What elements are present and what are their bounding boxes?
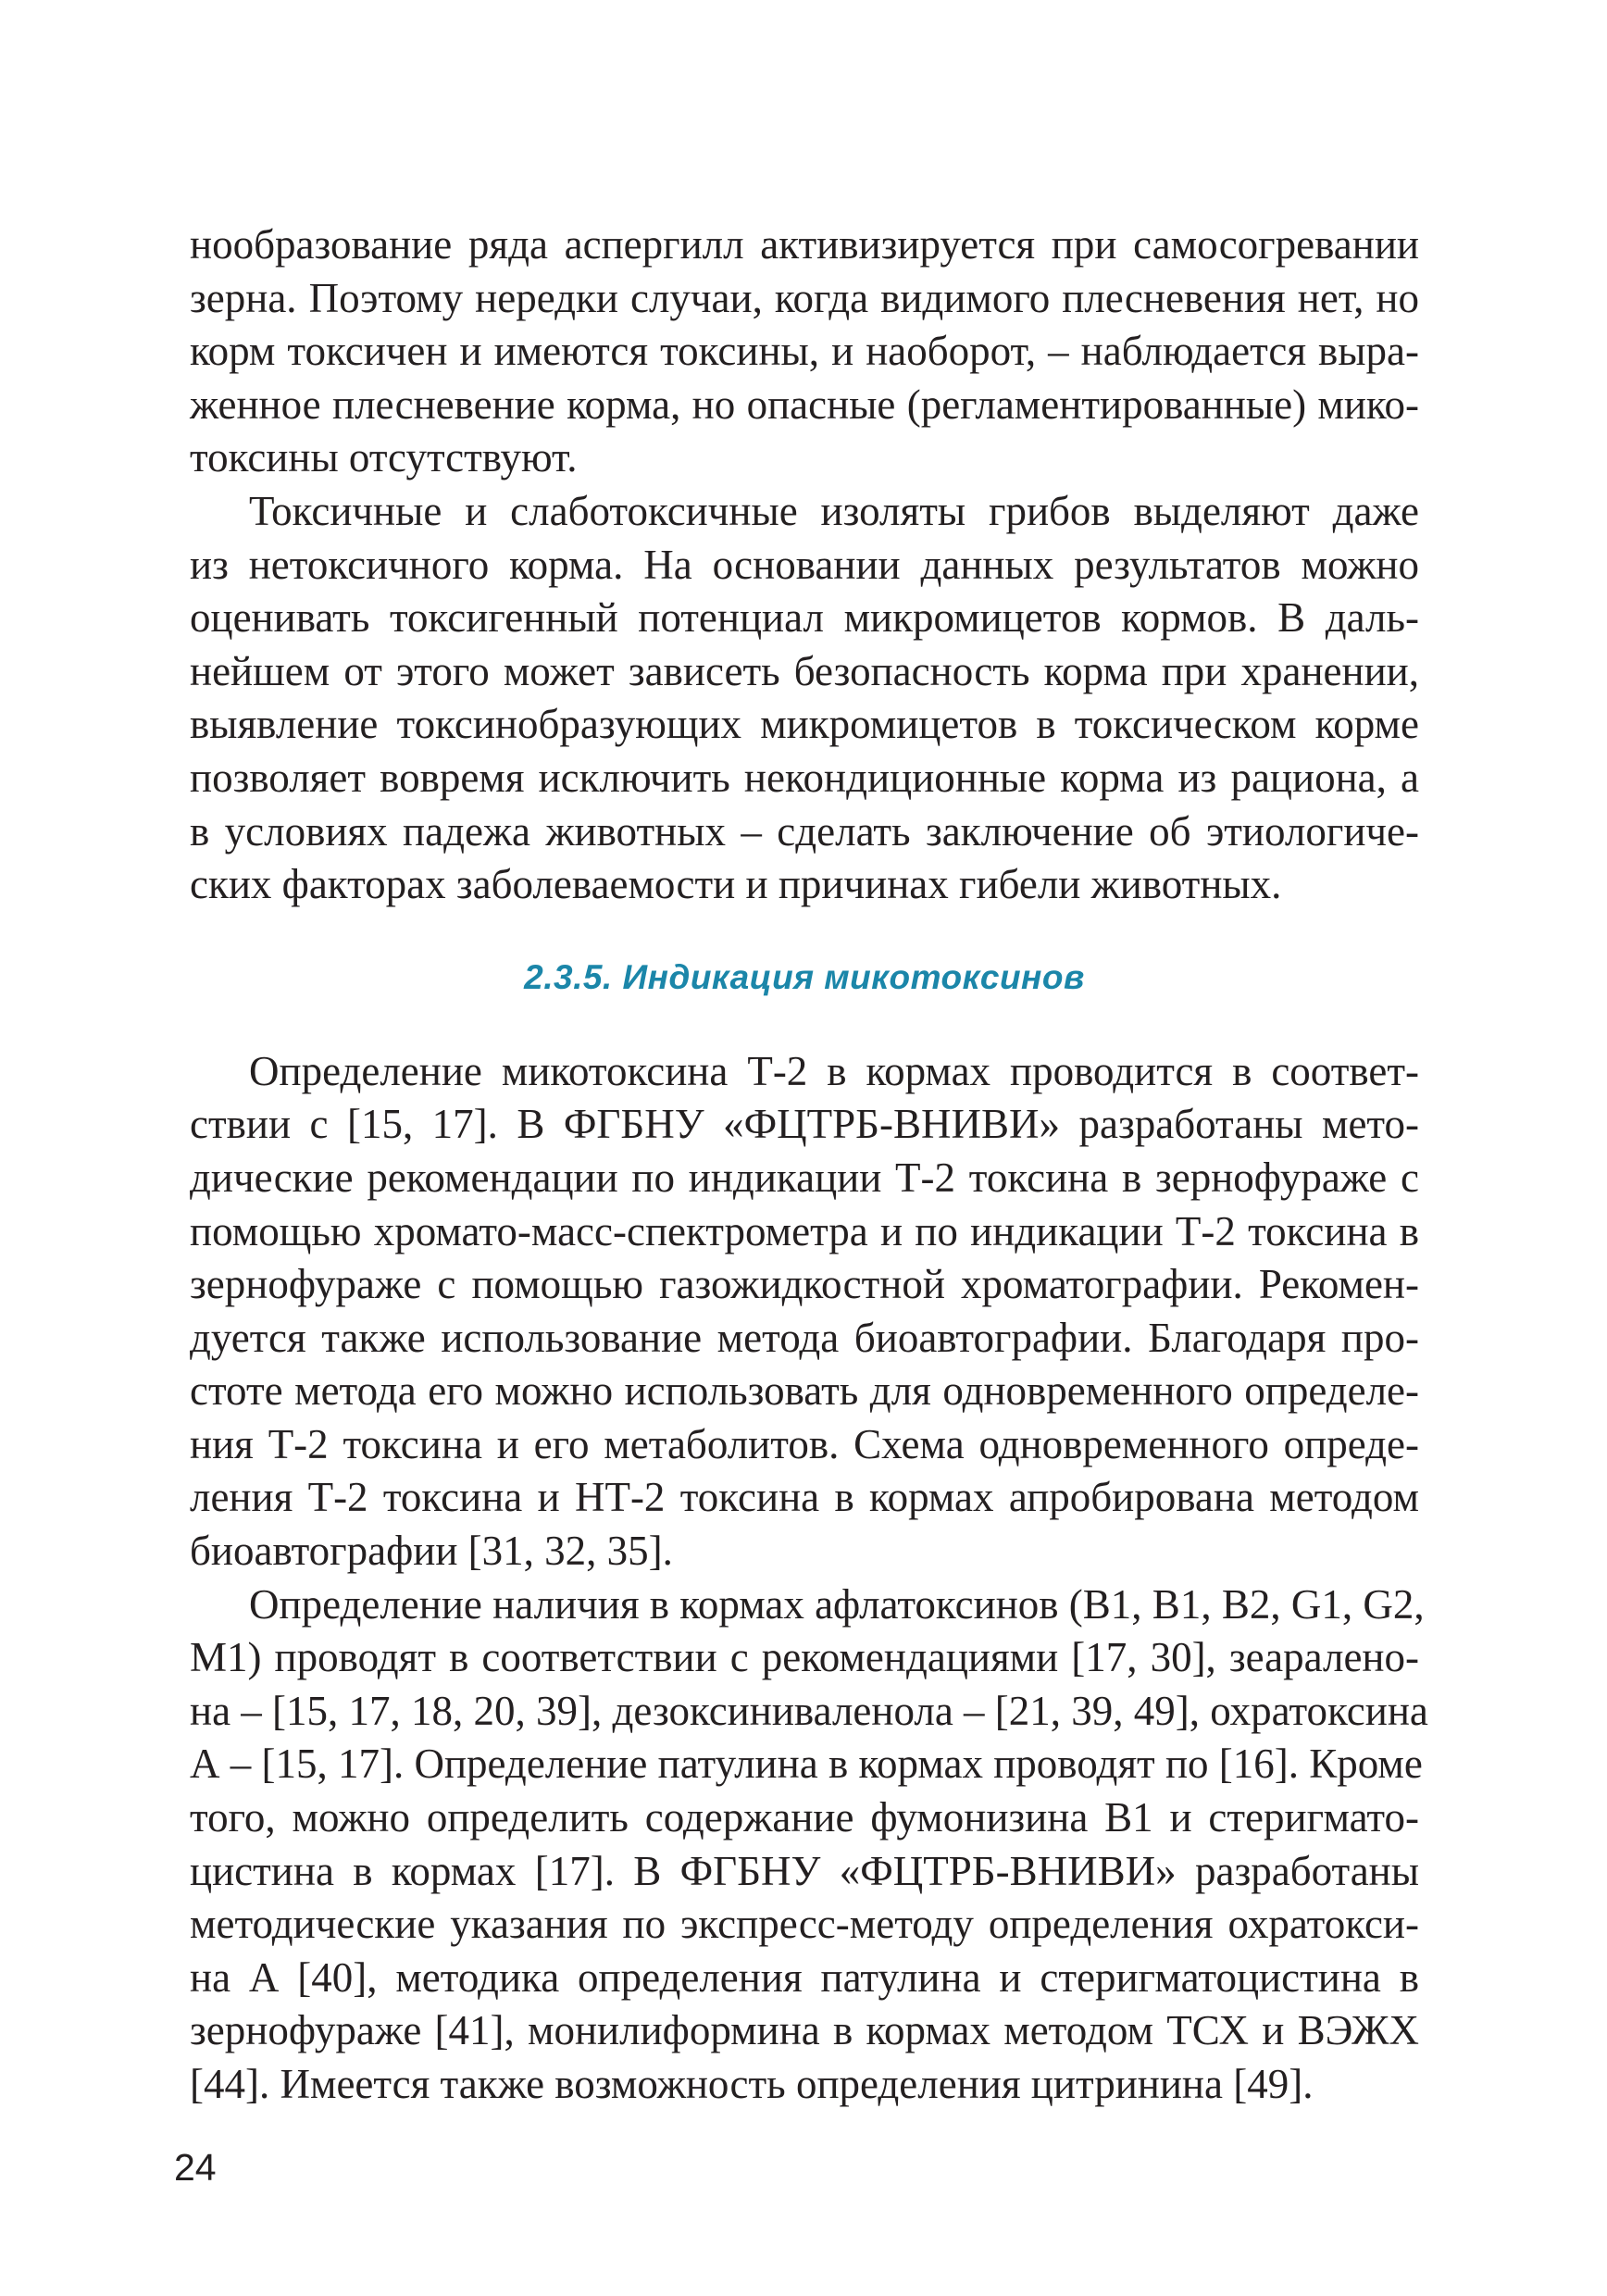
text-line: биоавтографии [31, 32, 35]. bbox=[190, 1528, 673, 1575]
text-line: выявление токсинобразующих микромицетов в токсическом корме bbox=[190, 701, 1419, 748]
page-body bbox=[190, 218, 1428, 2112]
text-line: зернофураже с помощью газожидкостной хроматографии. Рекомен- bbox=[190, 1261, 1419, 1308]
text-line: в условиях падежа животных – сделать заключение об этиологиче- bbox=[190, 807, 1419, 855]
text-line: цистина в кормах [17]. В ФГБНУ «ФЦТРБ-ВНИВИ» разработаны bbox=[190, 1847, 1419, 1894]
paragraph-toxic-isolates bbox=[190, 485, 1419, 912]
text-line: А – [15, 17]. Определение патулина в кормах проводят по [16]. Кроме bbox=[190, 1741, 1423, 1788]
paragraph-aflatoxins bbox=[190, 1578, 1428, 2112]
text-line: ских факторах заболеваемости и причинах гибели животных. bbox=[190, 861, 1282, 908]
text-line: ления Т-2 токсина и НТ-2 токсина в кормах апробирована методом bbox=[190, 1474, 1419, 1521]
text-line: [44]. Имеется также возможность определения цитринина [49]. bbox=[190, 2061, 1314, 2107]
paragraph-t2-determination bbox=[190, 1045, 1419, 1578]
text-line: Определение микотоксина Т-2 в кормах проводится в соответ- bbox=[249, 1047, 1419, 1094]
text-line: М1) проводят в соответствии с рекомендациями [17, 30], зеаралено- bbox=[190, 1634, 1419, 1681]
paragraph-intro bbox=[190, 218, 1419, 485]
text-line: Определение наличия в кормах афлатоксинов (В1, В1, В2, G1, G2, bbox=[249, 1580, 1425, 1628]
text-line: ствии с [15, 17]. В ФГБНУ «ФЦТРБ-ВНИВИ» разработаны мето- bbox=[190, 1101, 1419, 1148]
text-line: дические рекомендации по индикации Т-2 токсина в зернофураже с bbox=[190, 1154, 1419, 1201]
page-number: 24 bbox=[174, 2146, 217, 2189]
text-line: методические указания по экспресс-методу определения охратокси- bbox=[190, 1901, 1419, 1948]
text-line: позволяет вовремя исключить некондиционные корма из рациона, а bbox=[190, 754, 1419, 801]
text-line: зернофураже [41], монилиформина в кормах методом ТСХ и ВЭЖХ bbox=[190, 2007, 1419, 2054]
text-line: зерна. Поэтому нередки случаи, когда видимого плесневения нет, но bbox=[190, 274, 1419, 321]
text-line: нейшем от этого может зависеть безопасность корма при хранении, bbox=[190, 647, 1419, 694]
text-line: Токсичные и слаботоксичные изоляты грибов выделяют даже bbox=[249, 487, 1419, 534]
text-line: оценивать токсигенный потенциал микромицетов кормов. В даль- bbox=[190, 594, 1419, 642]
text-line: на А [40], методика определения патулина и стеригматоцистина в bbox=[190, 1953, 1419, 2001]
text-line: корм токсичен и имеются токсины, и наоборот, – наблюдается выра- bbox=[190, 328, 1419, 375]
text-line: женное плесневение корма, но опасные (регламентированные) мико- bbox=[190, 381, 1419, 428]
text-line: токсины отсутствуют. bbox=[190, 434, 578, 481]
text-line: дуется также использование метода биоавтографии. Благодаря про- bbox=[190, 1314, 1419, 1361]
text-line: на – [15, 17, 18, 20, 39], дезоксиниваленола – [21, 39, 49], охратоксина bbox=[190, 1687, 1428, 1734]
text-line: из нетоксичного корма. На основании данных результатов можно bbox=[190, 541, 1419, 588]
text-line: помощью хромато-масс-спектрометра и по индикации Т-2 токсина в bbox=[190, 1207, 1419, 1254]
text-line: того, можно определить содержание фумонизина В1 и стеригмато- bbox=[190, 1794, 1419, 1841]
section-heading: 2.3.5. Индикация микотоксинов bbox=[524, 957, 1085, 996]
text-line: стоте метода его можно использовать для одновременного определе- bbox=[190, 1367, 1419, 1415]
text-line: нообразование ряда аспергилл активизируется при самосогревании bbox=[190, 221, 1419, 268]
text-line: ния Т-2 токсина и его метаболитов. Схема одновременного опреде- bbox=[190, 1420, 1419, 1467]
